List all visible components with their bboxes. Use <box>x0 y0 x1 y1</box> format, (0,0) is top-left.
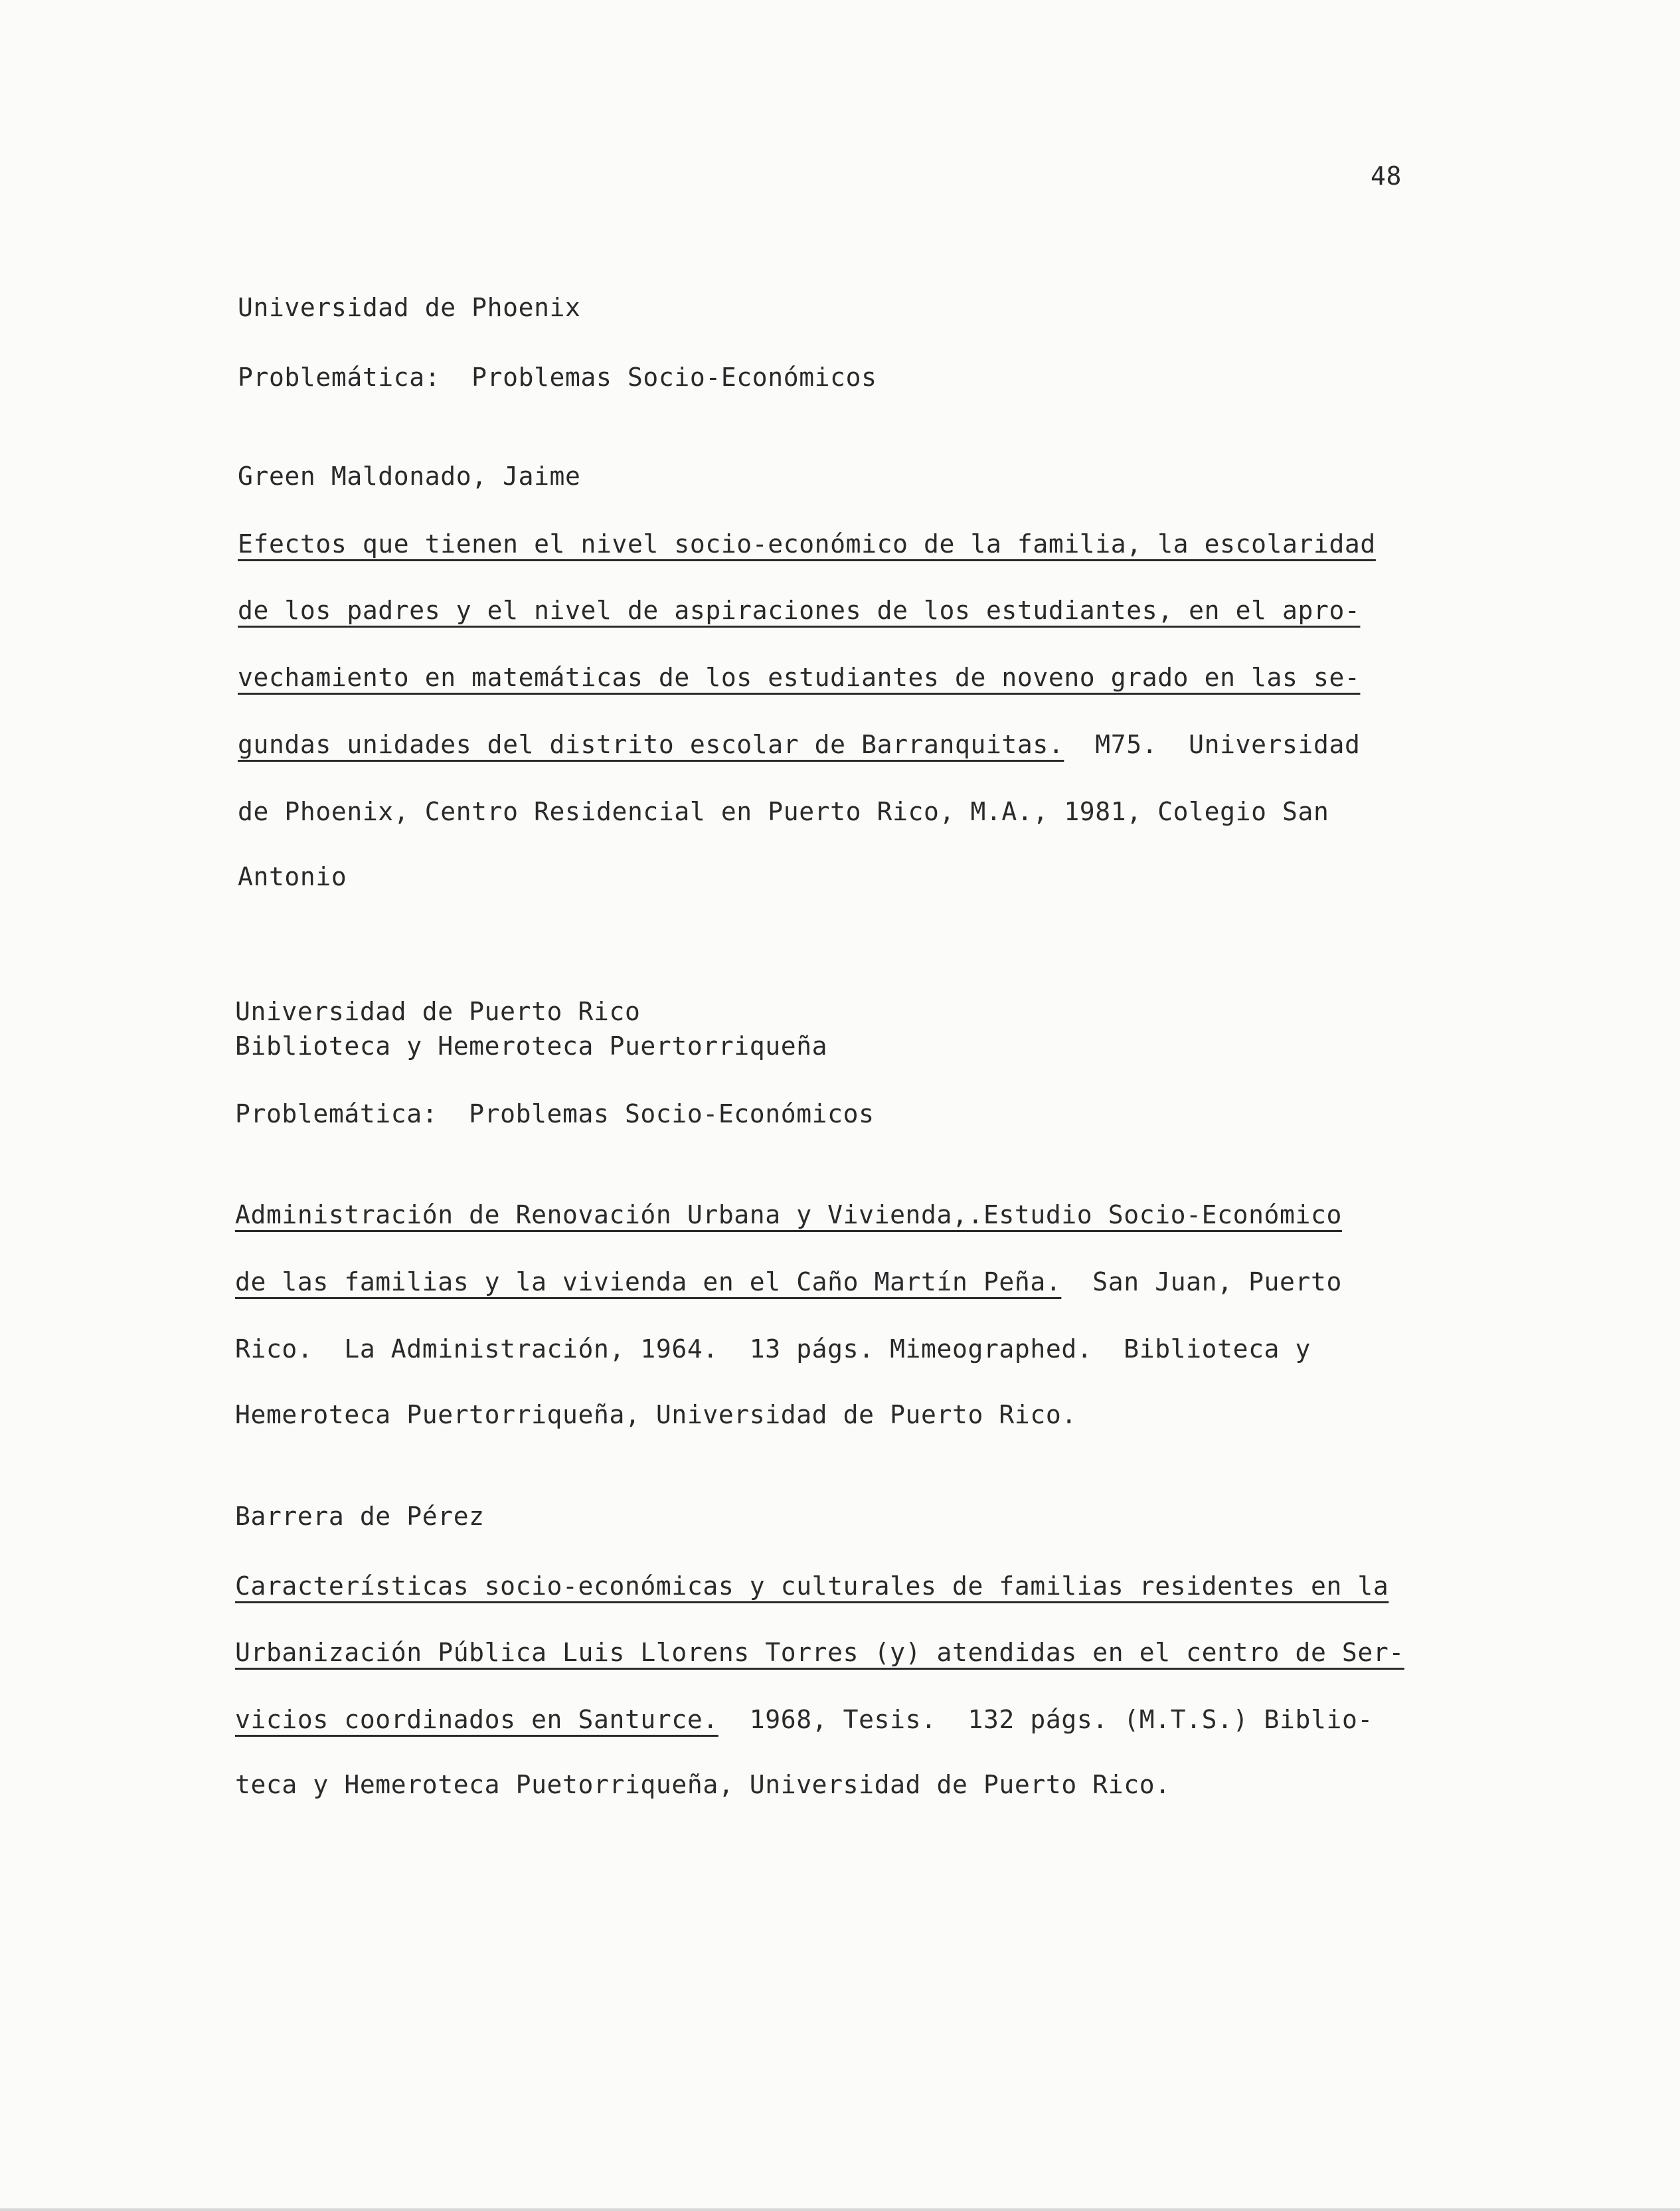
entry-line <box>238 729 1360 760</box>
entry-title-line: Urbanización Pública Luis Llorens Torres (y) atendidas en el centro de Ser- <box>235 1638 1404 1667</box>
entry-citation: Hemeroteca Puertorriqueña, Universidad de Puerto Rico. <box>235 1400 1077 1429</box>
page-edge <box>0 2208 1680 2211</box>
problematica-label: Problemática: Problemas Socio-Económicos <box>235 1099 875 1128</box>
library-heading: Biblioteca y Hemeroteca Puertorriqueña <box>235 1031 828 1061</box>
institution-heading: Universidad de Phoenix <box>238 293 581 322</box>
problematica-label: Problemática: Problemas Socio-Económicos <box>238 363 877 392</box>
entry-citation: Rico. La Administración, 1964. 13 págs. Mimeographed. Biblioteca y <box>235 1334 1311 1364</box>
entry-title-line: Efectos que tienen el nivel socio-económico de la familia, la escolaridad <box>238 529 1376 559</box>
entry-title-line: vicios coordinados en Santurce. <box>235 1705 718 1734</box>
entry-title-line: Características socio-económicas y culturales de familias residentes en la <box>235 1571 1389 1601</box>
entry-title-line: de los padres y el nivel de aspiraciones de los estudiantes, en el apro- <box>238 596 1361 625</box>
entry-citation: 1968, Tesis. 132 págs. (M.T.S.) Biblio- <box>718 1705 1373 1734</box>
entry-line <box>235 1704 1373 1735</box>
entry-author: Barrera de Pérez <box>235 1502 485 1531</box>
entry-citation: Antonio <box>238 862 347 891</box>
entry-author: Green Maldonado, Jaime <box>238 462 581 491</box>
entry-citation: teca y Hemeroteca Puetorriqueña, Universidad de Puerto Rico. <box>235 1770 1171 1799</box>
entry-citation: de Phoenix, Centro Residencial en Puerto Rico, M.A., 1981, Colegio San <box>238 797 1329 826</box>
entry-citation: San Juan, Puerto <box>1061 1267 1342 1296</box>
entry-title-line: gundas unidades del distrito escolar de Barranquitas. <box>238 730 1064 759</box>
page-number: 48 <box>1371 161 1402 191</box>
institution-heading: Universidad de Puerto Rico <box>235 997 641 1026</box>
entry-title-line: de las familias y la vivienda en el Caño Martín Peña. <box>235 1267 1062 1296</box>
entry-title-line: Administración de Renovación Urbana y Vivienda,.Estudio Socio-Económico <box>235 1200 1342 1229</box>
entry-line <box>235 1267 1342 1297</box>
entry-citation: M75. Universidad <box>1064 730 1361 759</box>
entry-title-line: vechamiento en matemáticas de los estudiantes de noveno grado en las se- <box>238 663 1361 692</box>
